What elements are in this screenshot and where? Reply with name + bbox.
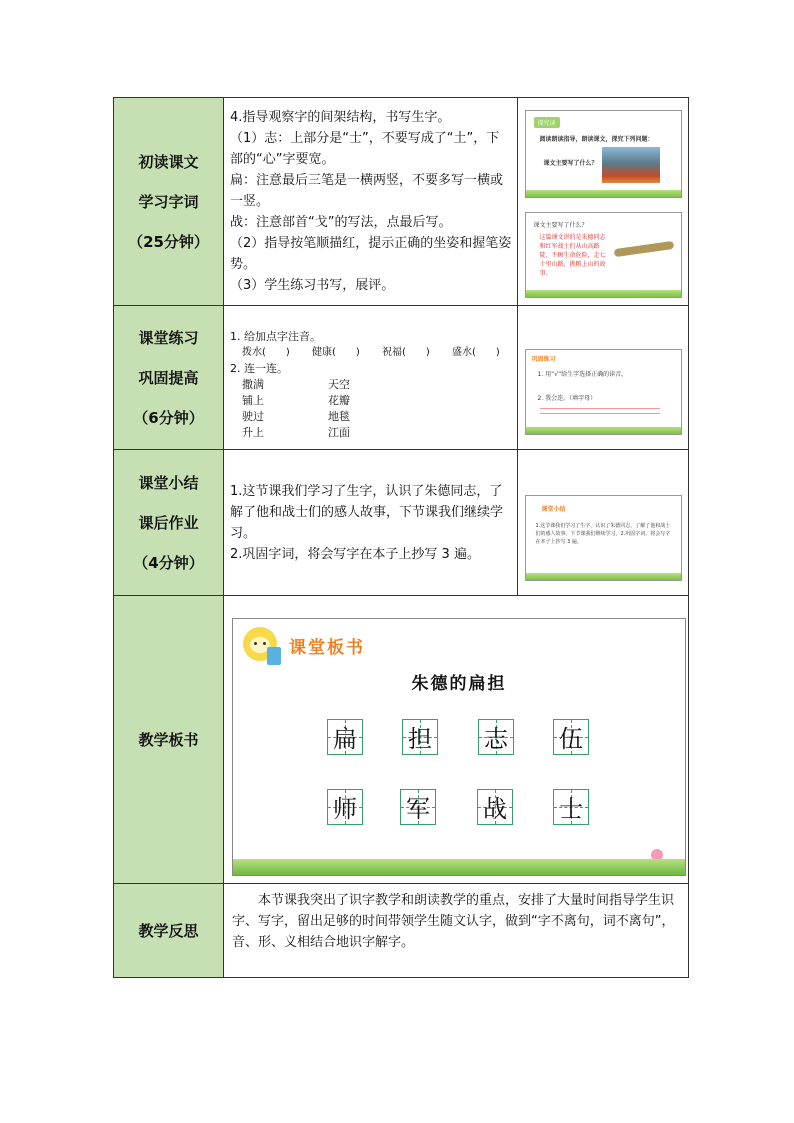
board-title: 朱德的扁担 xyxy=(411,673,507,694)
blackboard-slide xyxy=(232,618,686,876)
label-line: 课堂小结 xyxy=(138,473,199,492)
match-left: 驶过 xyxy=(242,409,264,423)
slide-text: 阅读朗读指导，朗读课文，探究下列问题： xyxy=(539,136,654,143)
match-right: 天空 xyxy=(328,377,350,391)
slide-thumbnails xyxy=(518,98,689,306)
reflection-text: 本节课我突出了识字教学和朗读教学的重点，安排了大量时间指导学生识字、写字，留出足够的时间带领学生随文认字，做到“字不离句，词不离句”，音、形、义相结合地识字解字。 xyxy=(232,893,675,950)
label-line: 教学板书 xyxy=(138,730,199,749)
content-line: 4.指导观察字的间架结构，书写生字。 xyxy=(230,110,451,125)
label-line: （6分钟） xyxy=(133,408,204,427)
slide-answer: 这篇课文讲的是朱德同志和红军战士们从山高路陡、不顾生命危险，走七十里山路，挑粮上山的故事。 xyxy=(539,234,606,277)
slide-tag: 巩固练习 xyxy=(531,355,556,363)
row-content xyxy=(224,450,518,596)
blackboard-cell xyxy=(224,596,689,884)
row-content xyxy=(224,98,518,306)
row-label xyxy=(114,884,224,978)
char-grid: 军 xyxy=(400,789,436,825)
reflection-cell xyxy=(224,884,689,978)
slide-thumbnails xyxy=(518,306,689,450)
landscape-image xyxy=(602,147,660,183)
pinyin-item: 祝福( ) xyxy=(382,346,430,358)
pinyin-item: 健康( ) xyxy=(312,346,360,358)
exercise-heading: 2. 连一连。 xyxy=(230,361,288,375)
content-line: （1）志：上部分是“士”，不要写成了“土”，下部的“心”字要宽。 xyxy=(230,131,500,167)
row-label xyxy=(114,306,224,450)
content-line: 战：注意部首“戈”的写法，点最后写。 xyxy=(230,215,452,230)
label-line: 课堂练习 xyxy=(138,328,199,347)
char-grid: 扁 xyxy=(327,719,363,755)
slide-thumbnail xyxy=(525,349,682,435)
char-grid: 伍 xyxy=(553,719,589,755)
char-grid: 师 xyxy=(327,789,363,825)
row-content xyxy=(224,306,518,450)
exercise-heading: 1. 给加点字注音。 xyxy=(230,329,321,343)
grass-strip xyxy=(233,859,685,875)
char-grid: 士 xyxy=(553,789,589,825)
label-line: 课后作业 xyxy=(138,513,199,532)
lesson-plan-table xyxy=(113,97,689,978)
slide-question: 课文主要写了什么？ xyxy=(533,222,588,229)
lesson-plan-page xyxy=(113,97,685,978)
label-line: 巩固提高 xyxy=(138,368,199,387)
match-right: 花瓣 xyxy=(328,393,350,407)
content-line: 1.这节课我们学习了生字，认识了朱德同志，了解了他和战士们的感人故事，下节课我们继续学习。 xyxy=(230,483,504,541)
char-grid: 战 xyxy=(477,789,513,825)
row-reading xyxy=(114,98,689,306)
match-right: 地毯 xyxy=(328,409,350,423)
slide-text: 2. 我会连。（填字母） xyxy=(537,394,597,402)
match-right: 江面 xyxy=(328,425,350,439)
char-grid: 志 xyxy=(478,719,514,755)
slide-question: 课文主要写了什么？ xyxy=(543,160,598,167)
match-left: 升上 xyxy=(242,425,264,439)
label-line: 学习字词 xyxy=(138,192,199,211)
content-line: 扁：注意最后三笔是一横两竖，不要多写一横或一竖。 xyxy=(230,173,504,209)
row-label xyxy=(114,596,224,884)
match-left: 铺上 xyxy=(242,393,264,407)
label-line: （25分钟） xyxy=(128,232,209,251)
match-left: 撒满 xyxy=(242,377,264,391)
shoulder-pole-image xyxy=(613,241,674,257)
slide-thumbnail xyxy=(525,212,682,298)
content-line: 2.巩固字词，将会写字在本子上抄写 3 遍。 xyxy=(230,546,480,562)
board-brand: 课堂板书 xyxy=(289,637,365,658)
row-label xyxy=(114,450,224,596)
slide-thumbnail xyxy=(525,110,682,198)
slide-text: 1. 用“√”给生字选择正确的读音。 xyxy=(537,370,628,378)
book-icon xyxy=(267,647,281,665)
pinyin-item: 拨水( ) xyxy=(242,346,290,358)
label-line: 教学反思 xyxy=(138,921,199,940)
slide-tag: 探究读 xyxy=(534,117,560,128)
row-reflection xyxy=(114,884,689,978)
row-board xyxy=(114,596,689,884)
content-line: （3）学生练习书写，展评。 xyxy=(230,278,395,293)
slide-tag: 课堂小结 xyxy=(541,505,566,513)
row-summary xyxy=(114,450,689,596)
pinyin-item: 盛水( ) xyxy=(452,346,500,358)
char-grid: 担 xyxy=(402,719,438,755)
slide-thumbnail xyxy=(525,495,682,581)
row-practice xyxy=(114,306,689,450)
label-line: 初读课文 xyxy=(138,152,199,171)
content-line: （2）指导按笔顺描红，提示正确的坐姿和握笔姿势。 xyxy=(230,236,512,272)
row-label xyxy=(114,98,224,306)
slide-text: 1.这节课我们学习了生字，认识了朱德同志，了解了他和战士们的感人故事，下节课我们继续学习。2.巩固字词，将会写字在本子上抄写 3 遍。 xyxy=(535,522,671,545)
slide-thumbnails xyxy=(518,450,689,596)
label-line: （4分钟） xyxy=(133,553,204,572)
